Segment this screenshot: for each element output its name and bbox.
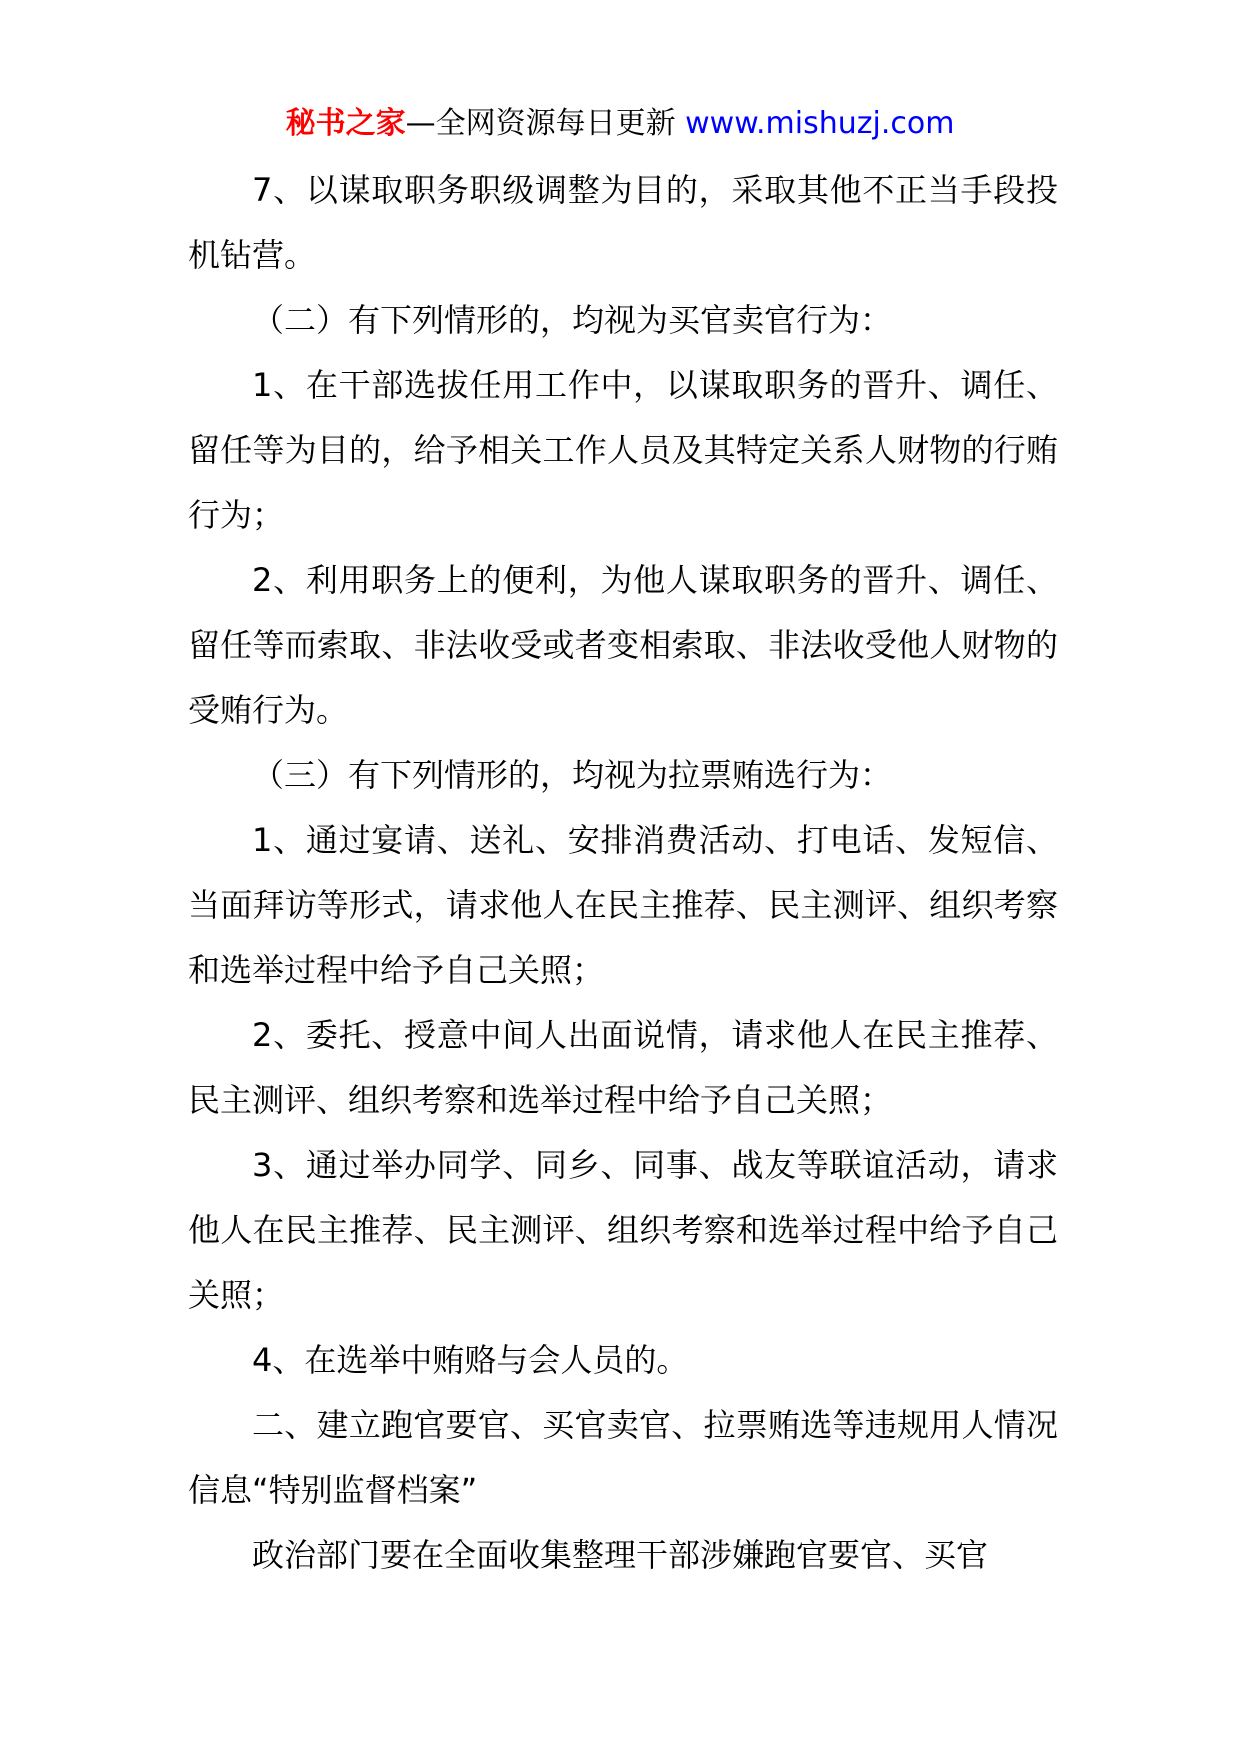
paragraph: 7、以谋取职务职级调整为目的，采取其他不正当手段投机钻营。 <box>188 171 1058 274</box>
paragraph: 3、通过举办同学、同乡、同事、战友等联谊活动，请求他人在民主推荐、民主测评、组织考察和选举过程中给予自己关照； <box>188 1146 1058 1314</box>
paragraph: 二、建立跑官要官、买官卖官、拉票贿选等违规用人情况信息“特别监督档案” <box>188 1406 1058 1509</box>
paragraph: 政治部门要在全面收集整理干部涉嫌跑官要官、买官 <box>252 1536 989 1574</box>
document-body <box>188 158 1058 1588</box>
paragraph: 2、委托、授意中间人出面说情，请求他人在民主推荐、民主测评、组织考察和选举过程中给予自己关照； <box>188 1016 1058 1119</box>
header-site-link[interactable]: www.mishuzj.com <box>685 106 955 141</box>
paragraph: 1、通过宴请、送礼、安排消费活动、打电话、发短信、当面拜访等形式，请求他人在民主推荐、民主测评、组织考察和选举过程中给予自己关照； <box>188 821 1058 989</box>
paragraph: 4、在选举中贿赂与会人员的。 <box>252 1341 689 1379</box>
paragraph: 1、在干部选拔任用工作中，以谋取职务的晋升、调任、留任等为目的，给予相关工作人员及其特定关系人财物的行贿行为； <box>188 366 1058 534</box>
paragraph: 2、利用职务上的便利，为他人谋取职务的晋升、调任、留任等而索取、非法收受或者变相索取、非法收受他人财物的受贿行为。 <box>188 561 1058 729</box>
header-brand: 秘书之家 <box>285 106 406 141</box>
paragraph: （二）有下列情形的，均视为买官卖官行为： <box>252 301 893 339</box>
header-slogan: —全网资源每日更新 <box>405 106 686 141</box>
document-header <box>0 100 1240 148</box>
paragraph: （三）有下列情形的，均视为拉票贿选行为： <box>252 756 893 794</box>
